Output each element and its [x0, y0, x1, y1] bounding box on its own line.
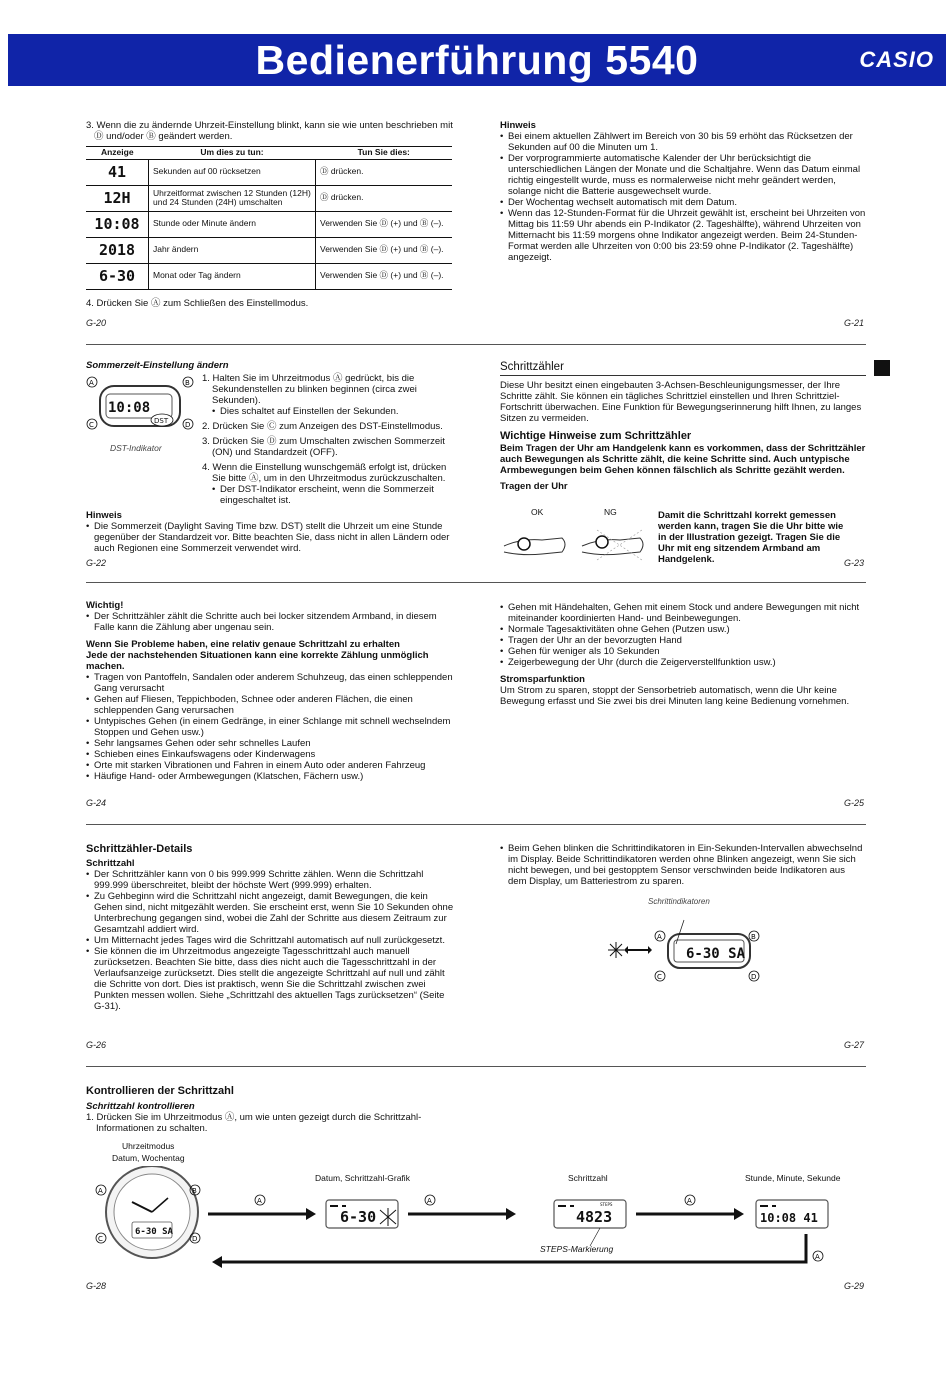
hint-title: Hinweis — [86, 510, 122, 521]
table-cell: Verwenden Sie Ⓓ (+) und Ⓑ (–). — [316, 211, 453, 237]
section-heading: Schrittzähler-Details — [86, 843, 193, 855]
figure-label: Schrittzahl — [568, 1173, 608, 1183]
section-heading: Wichtig! — [86, 600, 124, 611]
section-g23 — [500, 361, 866, 492]
list-item: • Beim Gehen blinken die Schrittindikatoren in Ein-Sekunden-Intervallen abwechselnd im Display. Beide Schrittindikatoren werden ohne Blinken angezeigt, wenn Sie sich nicht bewegen, und bei gestopptem Sensor verschwinden beide Indikatoren aus dem Display, um Batteriestrom zu sparen. — [500, 843, 866, 887]
section-g20 — [86, 120, 454, 309]
table-row — [86, 211, 452, 237]
dst-hint — [86, 510, 454, 554]
list-item: • Gehen für weniger als 10 Sekunden — [500, 646, 866, 657]
divider — [86, 582, 866, 583]
svg-text:D: D — [751, 973, 757, 981]
table-row — [86, 185, 452, 211]
figure-label: Stunde, Minute, Sekunde — [745, 1173, 841, 1183]
list-item: • Sie können die im Uhrzeitmodus angezeigte Tagesschrittzahl auch manuell zurücksetzen. Beachten Sie bitte, dass dies nicht auch die Tagesschrittzahl in der Verlaufsanzeige zurücksetzt. Dies stellt die angezeigte Schrittzahl auf null und zählt die Schritte von dort. Dies ist praktisch, wenn Sie die Schrittzahl zwischen zwei Punkten messen wollen. Siehe „Schrittzahl des aktuellen Tags zurücksetzen“ (Seite G-31). — [86, 946, 454, 1012]
step-note: • Dies schaltet auf Einstellen der Sekunden. — [212, 406, 454, 417]
warning-text: Beim Tragen der Uhr am Handgelenk kann es vorkommen, dass der Schrittzähler auch Bewegungen als Schritte zählt, die keine Schritte sind. Auch untypische Armbewegungen beim Gehen können fälschlich als Schritte gezählt werden. — [500, 443, 866, 477]
list-item: • Orte mit starken Vibrationen und Fahren in einem Auto oder anderen Fahrzeug — [86, 760, 454, 771]
svg-text:B: B — [192, 1187, 197, 1195]
list-item: • Untypisches Gehen (in einem Gedränge, in einer Schlange mit schnell wechselndem Stoppen und Gehen usw.) — [86, 716, 454, 738]
list-item: • Der Schrittzähler zählt die Schritte auch bei locker sitzendem Armband, in diesem Falle kann die Zählung aber ungenau sein. — [86, 611, 454, 633]
table-cell: Monat oder Tag ändern — [149, 263, 316, 289]
section-tab-marker — [874, 360, 890, 376]
section-heading: Hinweis — [500, 120, 536, 131]
table-cell: Uhrzeitformat zwischen 12 Stunden (12H) und 24 Stunden (24H) umschalten — [149, 185, 316, 211]
lcd-display: 12H — [86, 185, 149, 211]
table-cell: Sekunden auf 00 rücksetzen — [149, 159, 316, 185]
step-note: • Der DST-Indikator erscheint, wenn die Sommerzeit eingeschaltet ist. — [212, 484, 454, 506]
table-cell: Stunde oder Minute ändern — [149, 211, 316, 237]
list-item: • Tragen der Uhr an der bevorzugten Hand — [500, 635, 866, 646]
lcd-display: 6-30 — [86, 263, 149, 289]
dst-steps — [202, 373, 454, 506]
page-number: G-29 — [844, 1281, 865, 1291]
dst-indicator: DST — [154, 417, 169, 425]
wear-text: Damit die Schrittzahl korrekt gemessen werden kann, tragen Sie die Uhr bitte wie in der Illustration gezeigt. Tragen Sie die Uhr mit eng sitzendem Armband am Handgelenk. — [658, 510, 844, 566]
list-item: • Bei einem aktuellen Zählwert im Bereich von 30 bis 59 erhöht das Rücksetzen der Sekunden auf 00 die Minuten um 1. — [500, 131, 866, 153]
subheading: Wenn Sie Probleme haben, eine relativ genaue Schrittzahl zu erhalten — [86, 639, 400, 651]
section-g21 — [500, 120, 866, 263]
ng-label: NG — [604, 507, 617, 517]
page-number: G-28 — [86, 1281, 107, 1291]
svg-text:A: A — [657, 933, 662, 941]
svg-text:A: A — [427, 1197, 432, 1205]
svg-text:C: C — [98, 1235, 103, 1243]
table-header: Tun Sie dies: — [316, 147, 453, 160]
subheading: Schrittzahl — [86, 857, 135, 869]
svg-text:A: A — [687, 1197, 692, 1205]
page-number: G-20 — [86, 318, 107, 328]
list-item: • Um Mitternacht jedes Tages wird die Schrittzahl automatisch auf null zurückgesetzt. — [86, 935, 454, 946]
section-g26 — [86, 843, 454, 1012]
list-item: • Sehr langsames Gehen oder sehr schnelles Laufen — [86, 738, 454, 749]
step: 1. Drücken Sie im Uhrzeitmodus Ⓐ, um wie unten gezeigt durch die Schrittzahl-Informationen zu schalten. — [86, 1111, 422, 1134]
svg-text:A: A — [257, 1197, 262, 1205]
page-number: G-25 — [844, 798, 865, 808]
brand-logo: CASIO — [859, 47, 934, 72]
table-cell: Jahr ändern — [149, 237, 316, 263]
list-item: • Häufige Hand- oder Armbewegungen (Klatschen, Fächern usw.) — [86, 771, 454, 782]
section-g27 — [500, 843, 866, 887]
page-number: G-23 — [844, 558, 865, 568]
table-row — [86, 237, 452, 263]
section-heading: Kontrollieren der Schrittzahl — [86, 1085, 234, 1097]
divider — [86, 824, 866, 825]
list-item: • Gehen auf Fliesen, Teppichboden, Schnee oder anderen Flächen, die einen schleppenden Gang verursachen — [86, 694, 454, 716]
subheading: Schrittzahl kontrollieren — [86, 1100, 195, 1112]
svg-text:D: D — [185, 421, 191, 429]
settings-table — [86, 146, 452, 290]
figure-label: STEPS-Markierung — [540, 1244, 614, 1254]
step-3: 3. Wenn die zu ändernde Uhrzeit-Einstellung blinkt, kann sie wie unten beschrieben mit Ⓓ und/oder Ⓑ geändert werden. — [86, 120, 453, 143]
divider — [86, 344, 866, 345]
intro-text: Diese Uhr besitzt einen eingebauten 3-Achsen-Beschleunigungsmesser, der Ihre Schritte zählt. Sie können ein tägliches Schrittziel einstellen und Ihren Schrittziel-Fortschritt überwachen. Eine Funktion für Bewegungserinnerung hilft Ihnen, zu langes Sitzen zu vermeiden. — [500, 380, 862, 425]
list-item: • Tragen von Pantoffeln, Sandalen oder anderem Schuhzeug, das einen schleppenden Gang verursacht — [86, 672, 454, 694]
lcd-display: 6-30 SA — [135, 1227, 173, 1237]
figure-label: Schrittindikatoren — [648, 897, 710, 906]
step: 1. Halten Sie im Uhrzeitmodus Ⓐ gedrückt, bis die Sekundenstellen zu blinken beginnen (circa zwei Sekunden). — [202, 373, 417, 407]
figure-label: Datum, Wochentag — [112, 1153, 185, 1163]
page-title: Bedienerführung 5540 — [255, 37, 699, 83]
page-number: G-26 — [86, 1040, 107, 1050]
table-header: Anzeige — [86, 147, 149, 160]
wrist-illustration — [502, 520, 652, 562]
lcd-display: 41 — [86, 159, 149, 185]
svg-text:A: A — [89, 379, 94, 387]
subheading-text: Jede der nachstehenden Situationen kann eine korrekte Zählung unmöglich machen. — [86, 650, 429, 673]
body-text: Um Strom zu sparen, stoppt der Sensorbetrieb automatisch, wenn die Uhr keine Bewegung erfasst und Sie zwei bis drei Minuten lang keine Bedienung vornehmen. — [500, 685, 850, 708]
figure-label: Uhrzeitmodus — [122, 1141, 175, 1151]
lcd-time: 10:08 — [108, 400, 151, 416]
steps-mark: STEPS — [600, 1202, 613, 1207]
svg-text:B: B — [185, 379, 190, 387]
list-item: • Der Wochentag wechselt automatisch mit dem Datum. — [500, 197, 866, 208]
subheading: Wichtige Hinweise zum Schrittzähler — [500, 430, 692, 443]
table-cell: Verwenden Sie Ⓓ (+) und Ⓑ (–). — [316, 263, 453, 289]
section-heading: Sommerzeit-Einstellung ändern — [86, 360, 229, 371]
section-g28 — [86, 1085, 466, 1134]
svg-text:C: C — [89, 421, 94, 429]
svg-text:A: A — [98, 1187, 103, 1195]
subheading: Stromsparfunktion — [500, 674, 585, 686]
subheading: Tragen der Uhr — [500, 481, 568, 493]
svg-text:B: B — [751, 933, 756, 941]
table-row — [86, 263, 452, 289]
svg-text:A: A — [815, 1253, 820, 1261]
list-item: • Die Sommerzeit (Daylight Saving Time bzw. DST) stellt die Uhrzeit um eine Stunde gegenüber der Standardzeit vor. Bitte beachten Sie, dass nicht in allen Ländern oder auch Regionen eine Sommerzeit verwendet wird. — [86, 521, 454, 554]
list-item: • Gehen mit Händehalten, Gehen mit einem Stock und andere Bewegungen mit nicht miteinander koordinierten Hand- und Beinbewegungen. — [500, 602, 866, 624]
list-item: • Normale Tagesaktivitäten ohne Gehen (Putzen usw.) — [500, 624, 866, 635]
section-g22 — [86, 360, 454, 371]
lcd-display: 6-30 SA — [686, 946, 746, 962]
step-indicator-figure — [604, 910, 764, 986]
step: 3. Drücken Sie Ⓓ zum Umschalten zwischen Sommerzeit (ON) und Standardzeit (OFF). — [202, 436, 445, 459]
figure-label: DST-Indikator — [110, 443, 162, 453]
lcd-display: 4823 — [576, 1208, 613, 1226]
section-heading: Schrittzähler — [500, 361, 866, 376]
table-cell: Verwenden Sie Ⓓ (+) und Ⓑ (–). — [316, 237, 453, 263]
svg-text:D: D — [192, 1235, 198, 1243]
watch-dst-figure — [86, 374, 196, 444]
list-item: • Zu Gehbeginn wird die Schrittzahl nicht angezeigt, damit Bewegungen, die kein Gehen sind, nicht mitgezählt werden. Sie erscheint erst, wenn Sie 10 Sekunden ohne Unterbrechung gegangen sind, wobei die Zahl der Schritte aus diesem Zeitraum zur Gesamtzahl addiert wird. — [86, 891, 454, 935]
figure-label: Datum, Schrittzahl-Grafik — [315, 1173, 410, 1183]
table-row — [86, 159, 452, 185]
divider — [86, 1066, 866, 1067]
section-g24 — [86, 600, 454, 782]
list-item: • Schieben eines Einkaufswagens oder Kinderwagens — [86, 749, 454, 760]
list-item: • Wenn das 12-Stunden-Format für die Uhrzeit gewählt ist, erscheint bei Uhrzeiten von Mittag bis 11:59 Uhr abends ein P-Indikator (2. Tageshälfte), während Uhrzeiten von Mitternacht bis 11:59 morgens ohne Indikator angezeigt werden. Beim 24-Stunden-Format werden alle Uhrzeiten von 0:00 bis 23:59 ohne P-Indikator (2. Tageshälfte) angezeigt. — [500, 208, 866, 263]
lcd-display: 10:08 41 — [760, 1211, 818, 1225]
step: 4. Wenn die Einstellung wunschgemäß erfolgt ist, drücken Sie bitte Ⓐ, um in den Uhrzeitmodus zurückzuschalten. — [202, 462, 447, 485]
lcd-display: 2018 — [86, 237, 149, 263]
lcd-display: 6-30 — [340, 1208, 377, 1226]
list-item: • Zeigerbewegung der Uhr (durch die Zeigerverstellfunktion usw.) — [500, 657, 866, 668]
list-item: • Der Schrittzähler kann von 0 bis 999.999 Schritte zählen. Wenn die Schrittzahl 999.999 überschreitet, bleibt der höchste Wert (999.999) erhalten. — [86, 869, 454, 891]
section-g25 — [500, 602, 866, 707]
page-number: G-27 — [844, 1040, 865, 1050]
table-header: Um dies zu tun: — [149, 147, 316, 160]
list-item: • Der vorprogrammierte automatische Kalender der Uhr berücksichtigt die unterschiedlichen Längen der Monate und die Schaltjahre. Wenn das Datum einmal richtig eingestellt wurde, muss es normalerweise nicht mehr geändert werden, solange nicht die Batterie ausgewechselt wurde. — [500, 153, 866, 197]
header-bar — [8, 34, 946, 86]
table-cell: Ⓓ drücken. — [316, 159, 453, 185]
step-flow-diagram — [90, 1166, 850, 1270]
step-4: 4. Drücken Sie Ⓐ zum Schließen des Einstellmodus. — [86, 297, 309, 309]
page-number: G-24 — [86, 798, 107, 808]
ok-label: OK — [531, 507, 544, 517]
svg-text:C: C — [657, 973, 662, 981]
lcd-display: 10:08 — [86, 211, 149, 237]
step: 2. Drücken Sie Ⓒ zum Anzeigen des DST-Einstellmodus. — [202, 421, 443, 433]
page-number: G-21 — [844, 318, 865, 328]
page-number: G-22 — [86, 558, 107, 568]
table-cell: Ⓓ drücken. — [316, 185, 453, 211]
